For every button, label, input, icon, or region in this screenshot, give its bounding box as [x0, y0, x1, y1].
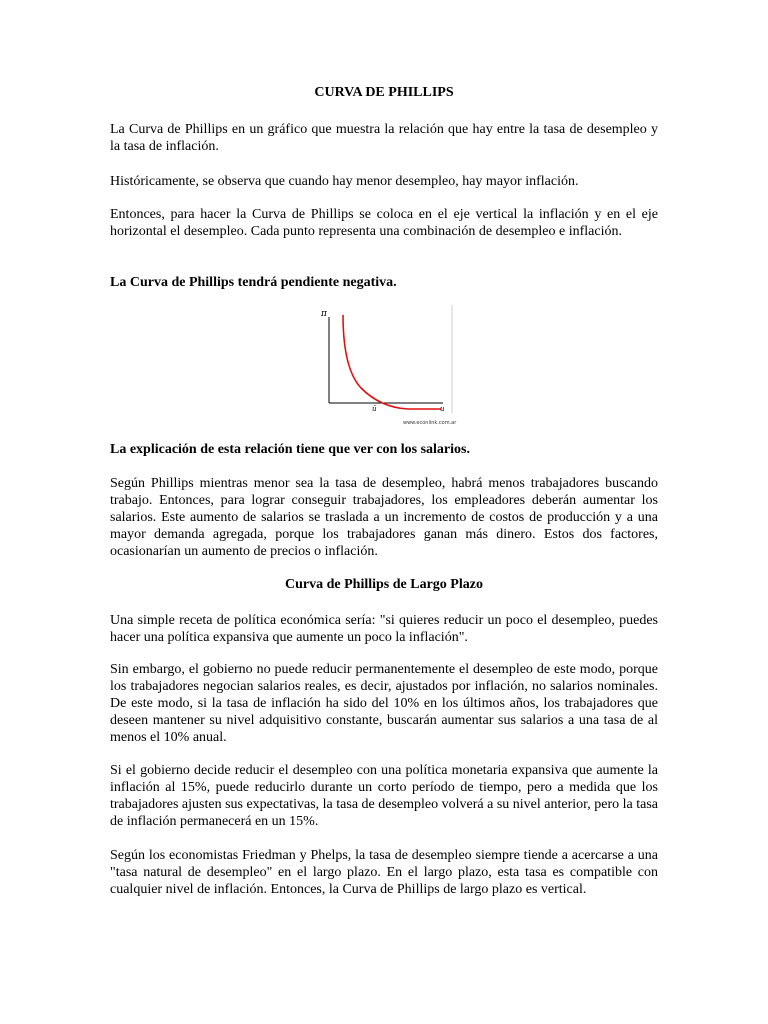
- paragraph-phillips-explanation: Según Phillips mientras menor sea la tasa de desempleo, habrá menos trabajadores buscando trabajo. Entonces, para lograr conseguir trabajadores, los empleadores deberán aumentar los salarios. Este aumento de salarios se traslada a un incremento de costos de producción y a una mayor demanda agregada, porque los trabajadores ganan más dinero. Estos dos factores, ocasionarían un aumento de precios o inflación.: [110, 476, 658, 559]
- paragraph-definition: La Curva de Phillips en un gráfico que muestra la relación que hay entre la tasa de desempleo y la tasa de inflación.: [110, 122, 658, 154]
- paragraph-historical: Históricamente, se observa que cuando hay menor desempleo, hay mayor inflación.: [110, 174, 579, 189]
- phillips-curve-svg: [313, 303, 458, 428]
- paragraph-policy-recipe: Una simple receta de política económica sería: "si quieres reducir un poco el desempleo, puedes hacer una política expansiva que aumente un poco la inflación".: [110, 613, 658, 645]
- natural-rate-label: ū: [372, 405, 377, 413]
- y-axis-label: π: [321, 309, 327, 319]
- paragraph-expansive-policy: Si el gobierno decide reducir el desempleo con una política monetaria expansiva que aumente la inflación al 15%, puede reducirlo durante un corto período de tiempo, pero a medida que los trabajadores ajusten sus expectativas, la tasa de desempleo volverá a su nivel anterior, pero la tasa de inflación permanecerá en un 15%.: [110, 763, 658, 829]
- paragraph-axes: Entonces, para hacer la Curva de Phillips se coloca en el eje vertical la inflación y en el eje horizontal el desempleo. Cada punto representa una combinación de desempleo e inflación.: [110, 207, 658, 239]
- page-title: CURVA DE PHILLIPS: [314, 85, 454, 100]
- paragraph-wages-heading: La explicación de esta relación tiene que ver con los salarios.: [110, 442, 470, 457]
- paragraph-real-wages: Sin embargo, el gobierno no puede reducir permanentemente el desempleo de este modo, porque los trabajadores negocian salarios reales, es decir, ajustados por inflación, no salarios nominales. De este modo, si la tasa de inflación ha sido del 10% en los últimos años, los trabajadores que deseen mantener su nivel adquisitivo constante, buscarán aumentar sus salarios a una tasa de al menos el 10% anual.: [110, 662, 658, 745]
- source-watermark: www.econlink.com.ar: [403, 420, 457, 426]
- x-axis-label: u: [440, 405, 445, 413]
- phillips-curve-figure: [313, 303, 458, 428]
- paragraph-negative-slope: La Curva de Phillips tendrá pendiente negativa.: [110, 275, 397, 290]
- paragraph-friedman-phelps: Según los economistas Friedman y Phelps, la tasa de desempleo siempre tiende a acercarse a una "tasa natural de desempleo" en el largo plazo. En el largo plazo, esta tasa es compatible con cualquier nivel de inflación. Entonces, la Curva de Phillips de largo plazo es vertical.: [110, 848, 658, 897]
- section-subtitle: Curva de Phillips de Largo Plazo: [285, 577, 483, 592]
